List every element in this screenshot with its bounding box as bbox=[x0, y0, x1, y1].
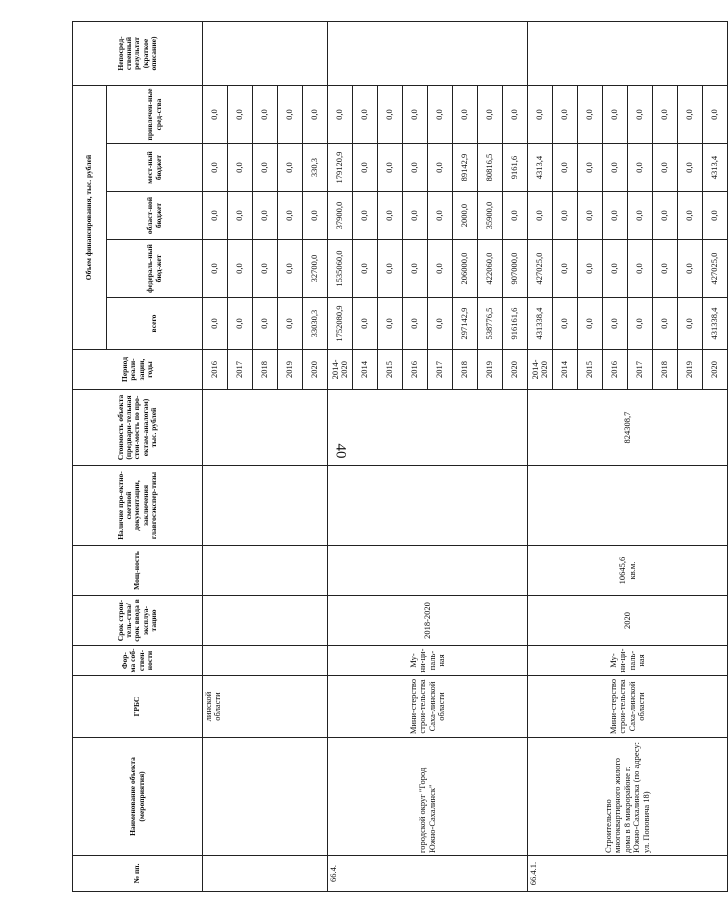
block2-term: 2020 bbox=[528, 596, 728, 646]
total-cell: 0,0 bbox=[628, 298, 653, 350]
regional-cell: 0,0 bbox=[203, 192, 228, 240]
federal-cell: 0,0 bbox=[278, 240, 303, 298]
attracted-cell: 0,0 bbox=[578, 86, 603, 144]
header-num: № пп. bbox=[73, 856, 203, 892]
period-cell: 2014 bbox=[553, 350, 578, 390]
attracted-cell: 0,0 bbox=[228, 86, 253, 144]
regional-cell: 0,0 bbox=[228, 192, 253, 240]
attracted-cell: 0,0 bbox=[353, 86, 378, 144]
financing-table bbox=[72, 21, 728, 892]
header-funding: Объем финансирования, тыс. рублей bbox=[73, 86, 107, 350]
block2-ownership: Му-ни-ци-паль-ная bbox=[528, 646, 728, 676]
period-cell: 2015 bbox=[578, 350, 603, 390]
local-cell: 0,0 bbox=[578, 144, 603, 192]
local-cell: 0,0 bbox=[228, 144, 253, 192]
regional-cell: 0,0 bbox=[253, 192, 278, 240]
attracted-cell: 0,0 bbox=[203, 86, 228, 144]
federal-cell: 0,0 bbox=[578, 240, 603, 298]
federal-cell: 206000,0 bbox=[453, 240, 478, 298]
period-cell: 2019 bbox=[678, 350, 703, 390]
block2-name: Строительство многоквартирного жилого дома в 8 микрорайоне г. Южно-Сахалинска (по адресу: ул. Поповича 18) bbox=[528, 738, 728, 856]
regional-cell: 0,0 bbox=[678, 192, 703, 240]
page-number: 40 bbox=[332, 443, 349, 459]
attracted-cell: 0,0 bbox=[403, 86, 428, 144]
local-cell: 0,0 bbox=[203, 144, 228, 192]
federal-cell: 422060,0 bbox=[478, 240, 503, 298]
local-cell: 4313,4 bbox=[703, 144, 728, 192]
total-cell: 1752080,9 bbox=[328, 298, 353, 350]
block0-name bbox=[203, 738, 328, 856]
header-period: Период реали-зации, годы bbox=[73, 350, 203, 390]
local-cell: 0,0 bbox=[253, 144, 278, 192]
block0-result bbox=[203, 22, 328, 86]
attracted-cell: 0,0 bbox=[428, 86, 453, 144]
total-cell: 0,0 bbox=[578, 298, 603, 350]
block1-result bbox=[328, 22, 528, 86]
total-cell: 0,0 bbox=[278, 298, 303, 350]
federal-cell: 427025,0 bbox=[528, 240, 553, 298]
period-cell: 2017 bbox=[428, 350, 453, 390]
federal-cell: 0,0 bbox=[203, 240, 228, 298]
header-grbs: ГРБС bbox=[73, 676, 203, 738]
regional-cell: 0,0 bbox=[303, 192, 328, 240]
period-cell: 2014-2020 bbox=[528, 350, 553, 390]
local-cell: 330,3 bbox=[303, 144, 328, 192]
total-cell: 431338,4 bbox=[703, 298, 728, 350]
regional-cell: 0,0 bbox=[503, 192, 528, 240]
total-cell: 0,0 bbox=[203, 298, 228, 350]
regional-cell: 0,0 bbox=[653, 192, 678, 240]
regional-cell: 0,0 bbox=[528, 192, 553, 240]
federal-cell: 0,0 bbox=[378, 240, 403, 298]
period-cell: 2020 bbox=[303, 350, 328, 390]
block2-cost: 824308,7 bbox=[528, 390, 728, 466]
regional-cell: 0,0 bbox=[278, 192, 303, 240]
regional-cell: 0,0 bbox=[703, 192, 728, 240]
attracted-cell: 0,0 bbox=[653, 86, 678, 144]
local-cell: 0,0 bbox=[678, 144, 703, 192]
local-cell: 0,0 bbox=[603, 144, 628, 192]
period-cell: 2016 bbox=[403, 350, 428, 390]
total-cell: 431338,4 bbox=[528, 298, 553, 350]
period-cell: 2019 bbox=[278, 350, 303, 390]
period-cell: 2014 bbox=[353, 350, 378, 390]
block2-result bbox=[528, 22, 728, 86]
attracted-cell: 0,0 bbox=[378, 86, 403, 144]
local-cell: 179120,9 bbox=[328, 144, 353, 192]
local-cell: 0,0 bbox=[278, 144, 303, 192]
block0-term bbox=[203, 596, 328, 646]
block2-num: 66.4.1. bbox=[528, 856, 728, 892]
total-cell: 0,0 bbox=[403, 298, 428, 350]
regional-cell: 0,0 bbox=[628, 192, 653, 240]
period-cell: 2016 bbox=[203, 350, 228, 390]
federal-cell: 32700,0 bbox=[303, 240, 328, 298]
attracted-cell: 0,0 bbox=[478, 86, 503, 144]
block1-grbs: Мини-стерство строи-тельства Саха-линской области bbox=[328, 676, 528, 738]
table-row bbox=[203, 22, 228, 892]
attracted-cell: 0,0 bbox=[278, 86, 303, 144]
period-cell: 2014-2020 bbox=[328, 350, 353, 390]
local-cell: 0,0 bbox=[403, 144, 428, 192]
local-cell: 0,0 bbox=[378, 144, 403, 192]
total-cell: 0,0 bbox=[378, 298, 403, 350]
total-cell: 0,0 bbox=[228, 298, 253, 350]
total-cell: 297142,9 bbox=[453, 298, 478, 350]
total-cell: 0,0 bbox=[253, 298, 278, 350]
header-ownership: Фор-ма соб-ствен-ности bbox=[73, 646, 203, 676]
period-cell: 2017 bbox=[628, 350, 653, 390]
block2-design bbox=[528, 466, 728, 546]
total-cell: 33030,3 bbox=[303, 298, 328, 350]
total-cell: 916161,6 bbox=[503, 298, 528, 350]
rotated-table-container bbox=[72, 22, 720, 892]
federal-cell: 0,0 bbox=[428, 240, 453, 298]
block0-design bbox=[203, 466, 328, 546]
regional-cell: 0,0 bbox=[603, 192, 628, 240]
block1-ownership: Му-ни-ци-паль-ная bbox=[328, 646, 528, 676]
header-capacity: Мощ-ность bbox=[73, 546, 203, 596]
header-federal: федераль-ный бюд-жет bbox=[107, 240, 203, 298]
total-cell: 0,0 bbox=[678, 298, 703, 350]
regional-cell: 2000,0 bbox=[453, 192, 478, 240]
attracted-cell: 0,0 bbox=[528, 86, 553, 144]
regional-cell: 0,0 bbox=[353, 192, 378, 240]
block2-capacity: 10645,6 кв.м. bbox=[528, 546, 728, 596]
header-term: Срок строи-тель-ства/срок ввода в эксплуа-тацию bbox=[73, 596, 203, 646]
attracted-cell: 0,0 bbox=[678, 86, 703, 144]
local-cell: 0,0 bbox=[628, 144, 653, 192]
header-total: всего bbox=[107, 298, 203, 350]
federal-cell: 0,0 bbox=[253, 240, 278, 298]
block1-term: 2018-2020 bbox=[328, 596, 528, 646]
federal-cell: 0,0 bbox=[678, 240, 703, 298]
attracted-cell: 0,0 bbox=[628, 86, 653, 144]
local-cell: 0,0 bbox=[353, 144, 378, 192]
total-cell: 538776,5 bbox=[478, 298, 503, 350]
regional-cell: 0,0 bbox=[428, 192, 453, 240]
header-design: Наличие про-ектно-сметной документации, заключения главгосэкспер-тизы bbox=[73, 466, 203, 546]
period-cell: 2018 bbox=[453, 350, 478, 390]
federal-cell: 907000,0 bbox=[503, 240, 528, 298]
regional-cell: 0,0 bbox=[553, 192, 578, 240]
header-regional: област-ной бюджет bbox=[107, 192, 203, 240]
period-cell: 2018 bbox=[653, 350, 678, 390]
attracted-cell: 0,0 bbox=[328, 86, 353, 144]
attracted-cell: 0,0 bbox=[553, 86, 578, 144]
block1-cost bbox=[328, 390, 528, 466]
block1-design bbox=[328, 466, 528, 546]
period-cell: 2018 bbox=[253, 350, 278, 390]
block0-capacity bbox=[203, 546, 328, 596]
attracted-cell: 0,0 bbox=[603, 86, 628, 144]
period-cell: 2020 bbox=[703, 350, 728, 390]
attracted-cell: 0,0 bbox=[303, 86, 328, 144]
local-cell: 0,0 bbox=[428, 144, 453, 192]
period-cell: 2015 bbox=[378, 350, 403, 390]
total-cell: 0,0 bbox=[428, 298, 453, 350]
period-cell: 2019 bbox=[478, 350, 503, 390]
total-cell: 0,0 bbox=[553, 298, 578, 350]
header-result: Непосред-ственный результат (краткое описание) bbox=[73, 22, 203, 86]
block1-capacity bbox=[328, 546, 528, 596]
federal-cell: 0,0 bbox=[403, 240, 428, 298]
block1-num: 66.4. bbox=[328, 856, 528, 892]
local-cell: 9161,6 bbox=[503, 144, 528, 192]
local-cell: 80816,5 bbox=[478, 144, 503, 192]
federal-cell: 0,0 bbox=[553, 240, 578, 298]
federal-cell: 0,0 bbox=[228, 240, 253, 298]
period-cell: 2020 bbox=[503, 350, 528, 390]
federal-cell: 427025,0 bbox=[703, 240, 728, 298]
attracted-cell: 0,0 bbox=[703, 86, 728, 144]
attracted-cell: 0,0 bbox=[503, 86, 528, 144]
table-row bbox=[528, 22, 553, 892]
block0-grbs: линской области bbox=[203, 676, 328, 738]
block1-name: городской округ "Город Южно-Сахалинск" bbox=[328, 738, 528, 856]
header-attracted: привлечен-ные сред-ства bbox=[107, 86, 203, 144]
federal-cell: 0,0 bbox=[628, 240, 653, 298]
regional-cell: 0,0 bbox=[378, 192, 403, 240]
block0-cost bbox=[203, 390, 328, 466]
regional-cell: 0,0 bbox=[578, 192, 603, 240]
header-name: Наименование объекта (мероприятия) bbox=[73, 738, 203, 856]
federal-cell: 0,0 bbox=[353, 240, 378, 298]
attracted-cell: 0,0 bbox=[453, 86, 478, 144]
table-row bbox=[328, 22, 353, 892]
header-cost: Стоимость объекта (предвари-тельная стои-мость по про-ектам-аналогам) тыс. рублей bbox=[73, 390, 203, 466]
block0-num bbox=[203, 856, 328, 892]
regional-cell: 35900,0 bbox=[478, 192, 503, 240]
total-cell: 0,0 bbox=[353, 298, 378, 350]
regional-cell: 0,0 bbox=[403, 192, 428, 240]
local-cell: 89142,9 bbox=[453, 144, 478, 192]
federal-cell: 1535060,0 bbox=[328, 240, 353, 298]
period-cell: 2016 bbox=[603, 350, 628, 390]
table-body bbox=[203, 22, 728, 892]
federal-cell: 0,0 bbox=[603, 240, 628, 298]
local-cell: 0,0 bbox=[653, 144, 678, 192]
block0-ownership bbox=[203, 646, 328, 676]
federal-cell: 0,0 bbox=[653, 240, 678, 298]
total-cell: 0,0 bbox=[603, 298, 628, 350]
block2-grbs: Мини-стерство строи-тельства Саха-линской области bbox=[528, 676, 728, 738]
local-cell: 4313,4 bbox=[528, 144, 553, 192]
header-local: мест-ный бюджет bbox=[107, 144, 203, 192]
total-cell: 0,0 bbox=[653, 298, 678, 350]
attracted-cell: 0,0 bbox=[253, 86, 278, 144]
local-cell: 0,0 bbox=[553, 144, 578, 192]
regional-cell: 37900,0 bbox=[328, 192, 353, 240]
period-cell: 2017 bbox=[228, 350, 253, 390]
